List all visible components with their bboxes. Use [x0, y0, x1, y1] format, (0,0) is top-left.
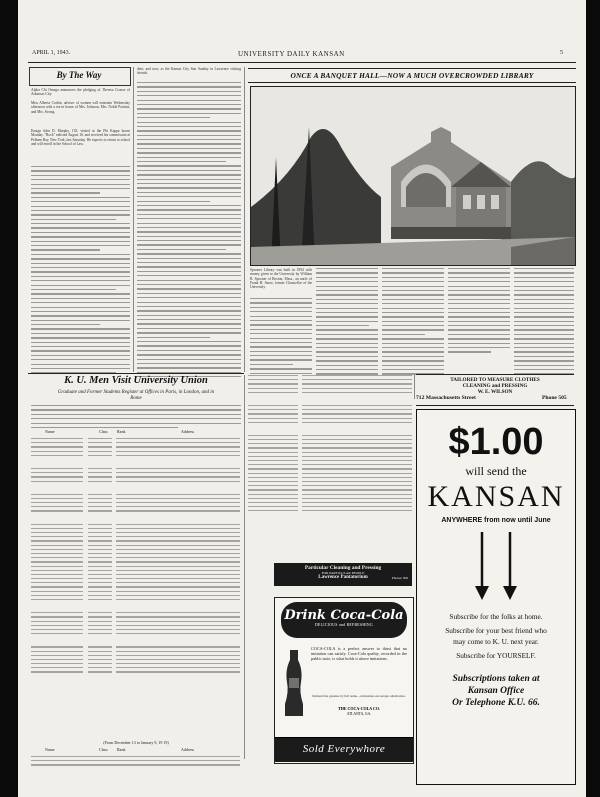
- feature-caption: Spooner Library was built in 1894 with money given to the University by William B. Spooner of Boston, Mass., an uncle of Frank H. Snow, former Chancellor of the University.: [250, 268, 312, 290]
- by-the-way-text-lines: [31, 166, 130, 377]
- roster-header-class: Class: [99, 429, 108, 434]
- kansan-closing: Kansan Office: [467, 686, 525, 696]
- roster-classes: [88, 438, 112, 676]
- kansan-subscription-ad: [416, 409, 576, 785]
- coke-logo-banner: [281, 602, 407, 638]
- by-the-way-heading: By The Way: [56, 70, 102, 80]
- section-rule: [28, 373, 244, 374]
- roster-header-rank: Rank: [117, 429, 126, 434]
- pressing-ad-line1: Particular Cleaning and Pressing: [304, 565, 382, 571]
- roster-header-address: Address: [181, 429, 195, 434]
- kansan-line: may come to K. U. next year.: [453, 637, 539, 646]
- masthead-title: UNIVERSITY DAILY KANSAN: [238, 50, 345, 58]
- roster2-header-row: [31, 747, 241, 754]
- feature-story-lines: [514, 268, 574, 378]
- coke-city: ATLANTA, GA.: [346, 712, 372, 716]
- roster-header-row: [31, 429, 241, 436]
- feature-story-lines: [448, 268, 510, 356]
- roster-continuation-addresses: [302, 375, 412, 514]
- clothes-ad-phone: Phone 505: [542, 395, 567, 401]
- roster-addresses: [116, 438, 240, 676]
- clothes-ad-line1: TAILORED TO MEASURE CLOTHES: [450, 377, 540, 383]
- feature-story-lines: [382, 268, 444, 378]
- column-divider: [244, 375, 245, 759]
- roster2-rows: [31, 756, 240, 769]
- coca-cola-ad: [274, 597, 414, 764]
- kansan-anywhere: ANYWHERE from now until June: [441, 517, 551, 524]
- by-the-way-paragraph: Miss Alberta Corbin, adviser of women will entertain Wednesday afternoon with a tea in honor of Mrs. Johnson, Mrs. Noble Pontius, and Mrs. Strong.: [31, 101, 130, 114]
- library-building-illustration: [251, 87, 575, 265]
- kansan-closing: Or Telephone K.U. 66.: [452, 698, 540, 708]
- coke-demand: Demand the genuine by full name—nicknames encourage substitution.: [312, 694, 406, 698]
- column-divider: [414, 375, 415, 399]
- masthead-rule: [28, 62, 576, 63]
- coke-bottle-icon: [281, 648, 307, 718]
- feature-rule-bottom: [248, 82, 576, 83]
- down-arrows-icon: [466, 532, 526, 602]
- coke-body: COCA-COLA is a perfect answer to thirst that no imitation can satisfy. Coca-Cola quality, recorded in the public taste, is what holds it above imitations.: [311, 646, 407, 661]
- feature-caption-lines: [250, 298, 312, 377]
- column-two-text-lines: [137, 82, 241, 381]
- roster2-header-address: Address: [181, 747, 195, 752]
- roster-names: [31, 438, 83, 676]
- coke-tagline: DELICIOUS and REFRESHING: [314, 623, 374, 627]
- ku-men-headline: K. U. Men Visit University Union: [64, 375, 208, 386]
- clothes-ad: [416, 374, 574, 406]
- column-two-excerpt: dent, and now, as the Kansas City Star Sunday in Lawrence visiting friends.: [137, 67, 241, 76]
- column-divider: [133, 67, 134, 372]
- kansan-name: KANSAN: [427, 480, 565, 513]
- pressing-ad-line3: Lawrence Pantatorium: [318, 575, 368, 580]
- roster2-header-class: Class: [99, 747, 108, 752]
- kansan-line: Subscribe for YOURSELF.: [456, 651, 536, 660]
- kansan-will-send: will send the: [465, 464, 527, 478]
- masthead-page: 5: [560, 50, 563, 56]
- ku-men-subhead: Graduate and Former Students Register at Offices in Paris, in London, and in Rome: [57, 390, 215, 401]
- newspaper-page: [18, 0, 586, 797]
- roster2-header-name: Name: [45, 747, 55, 752]
- clothes-ad-line2: CLEANING and PRESSING: [462, 383, 528, 389]
- coke-sold-text: Sold Everywhore: [302, 743, 386, 755]
- clothes-ad-address: 712 Massachusetts Street: [416, 395, 476, 401]
- kansan-closing: Subscriptions taken at: [452, 674, 540, 684]
- roster-continuation-names: [248, 375, 298, 514]
- pressing-ad: [274, 563, 412, 586]
- feature-story-lines: [316, 268, 378, 378]
- ku-men-intro-lines: [31, 405, 241, 431]
- coke-script-logo: Drink Coca-Cola: [284, 608, 404, 623]
- column-divider: [244, 67, 245, 372]
- kansan-price: $1.00: [448, 421, 544, 463]
- pressing-ad-phone: Phones 506: [391, 576, 408, 580]
- kansan-line: Subscribe for the folks at home.: [449, 612, 543, 621]
- pressing-ad-line2: FOR PARTICULAR PEOPLE: [321, 571, 365, 575]
- clothes-ad-line3: W. E. WILSON: [477, 389, 513, 395]
- kansan-line: Subscribe for your best friend who: [445, 626, 547, 635]
- roster2-header-rank: Rank: [117, 747, 126, 752]
- roster-header-name: Name: [45, 429, 55, 434]
- coke-sold-banner: [275, 737, 413, 762]
- by-the-way-paragraph: Alpha Chi Omega announces the pledging of Theresa Crouse of Arkansas City.: [31, 88, 130, 97]
- masthead-date: APRIL 1, 1943.: [32, 50, 71, 56]
- roster-footer: (From December 13 to January 9, 19 19): [103, 740, 169, 745]
- library-photo: [250, 86, 576, 266]
- feature-rule-top: [248, 68, 576, 69]
- by-the-way-paragraph: Ensign John D. Murphy, f'43, visited at the Phi Kappa house Monday. "Rock" enlisted August 16, and received his commission at Pelham Bay, New York, last Saturday. He expects to return to school and will enroll in the School of Law.: [31, 129, 130, 146]
- coke-company: THE COCA-COLA CO.: [338, 706, 380, 711]
- feature-headline: ONCE A BANQUET HALL—NOW A MUCH OVERCROWDED LIBRARY: [290, 71, 534, 80]
